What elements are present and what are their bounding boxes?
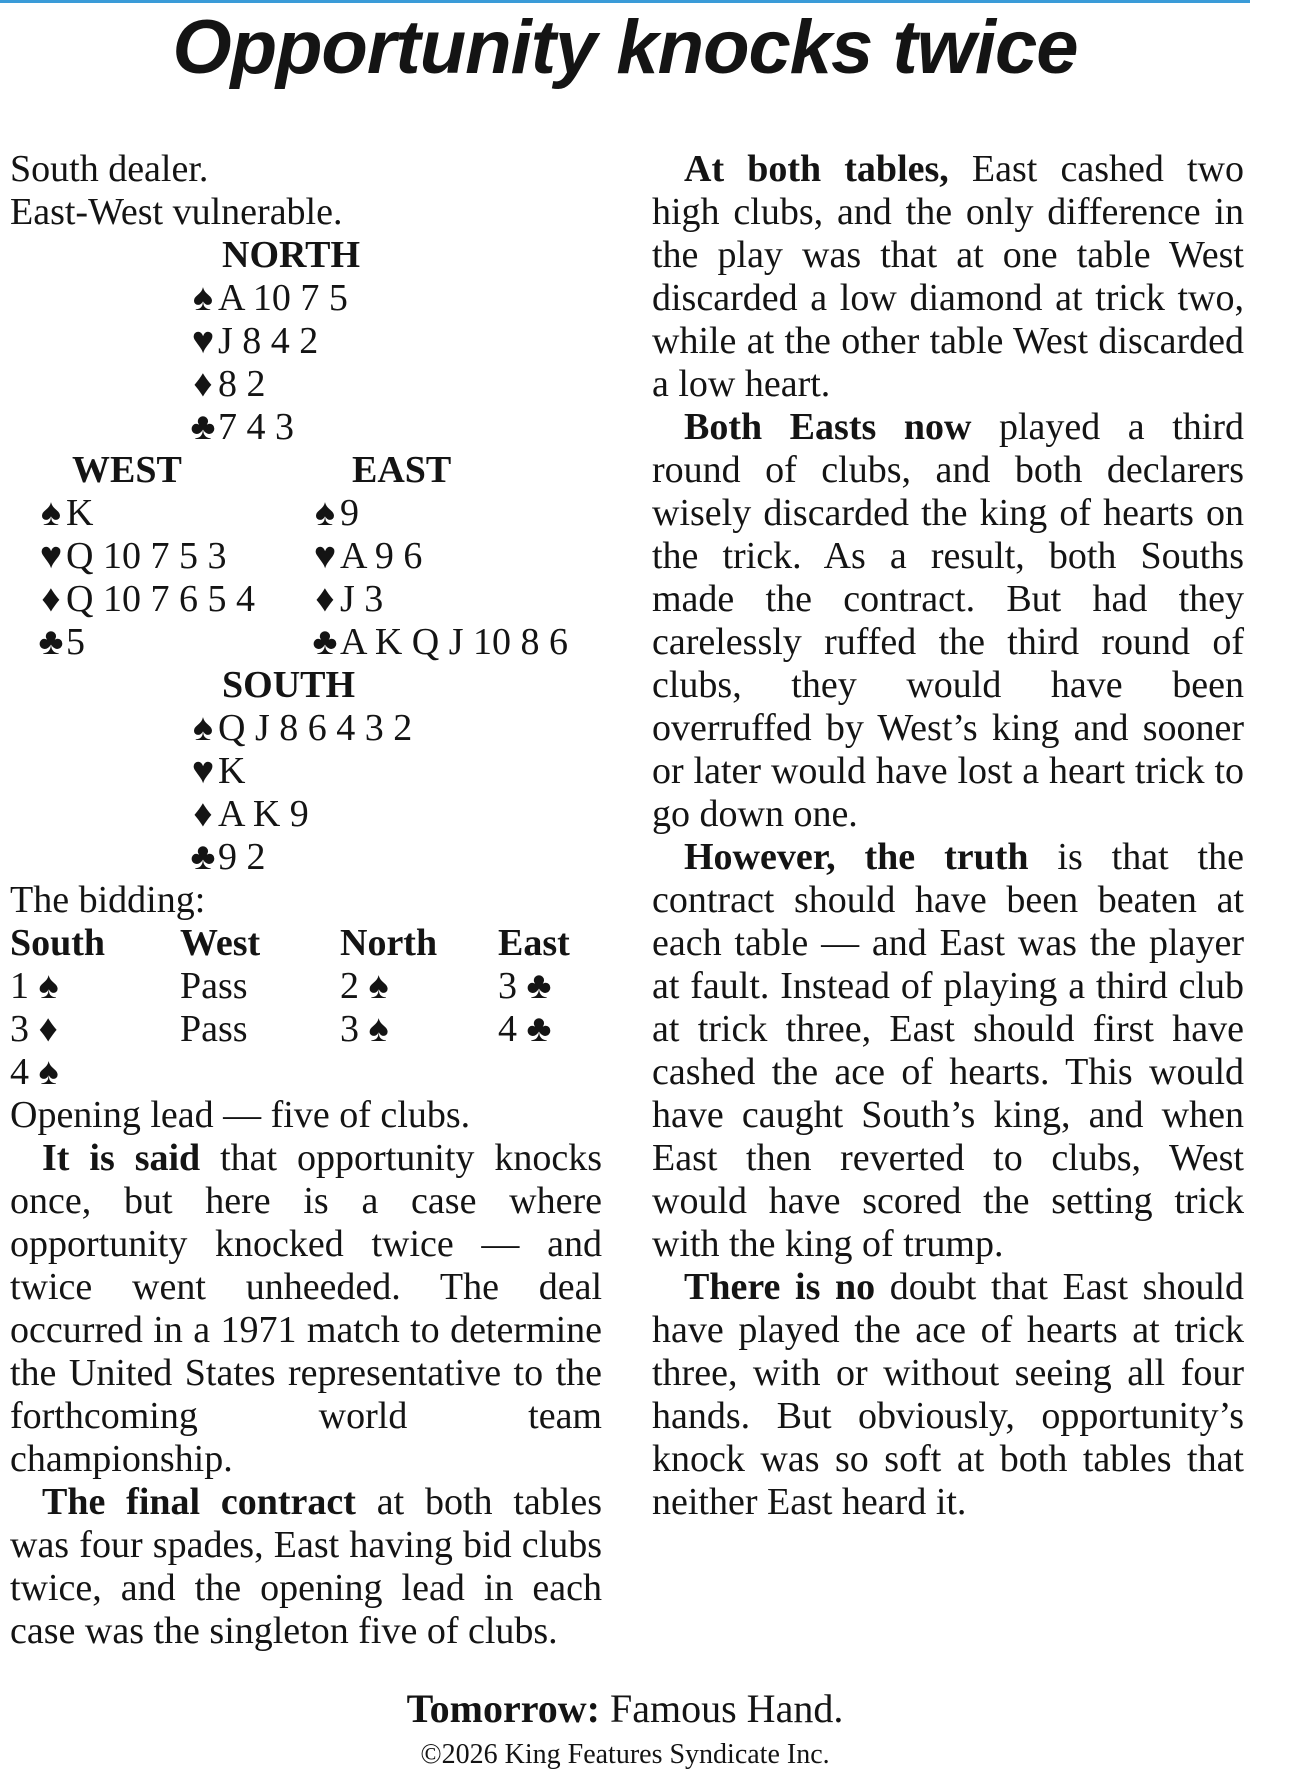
left-column [10, 148, 602, 1653]
article-paragraph-1: It is said that opportunity knocks once, but here is a case where opportunity knocked twice — and twice went unheeded. The deal occurred in a 1971 match to determine the United States representative to the forthcoming world team championship. [10, 1137, 602, 1480]
spade-icon: ♠ [192, 277, 214, 319]
heart-icon: ♥ [191, 320, 215, 362]
south-hearts: ♥K [10, 750, 602, 793]
spade-icon: ♠ [40, 492, 62, 534]
north-hearts: ♥J 8 4 2 [10, 320, 602, 363]
bidding-header-row: South West North East [10, 922, 570, 964]
article-paragraph-6: There is no doubt that East should have played the ace of hearts at trick three, with or without seeing all four hands. But obviously, opportunity’s knock was so soft at both tables that neither East heard it. [652, 1266, 1245, 1523]
tomorrow-line: Tomorrow: Famous Hand. [406, 1686, 844, 1731]
article-paragraph-4: Both Easts now played a third round of clubs, and both declarers wisely discarded the king of hearts on the trick. As a result, both Souths made the contract. But had they carelessly ruffed the third round of clubs, they would have been overruffed by West’s king and sooner or later would have lost a heart trick to go down one. [652, 406, 1244, 835]
club-icon: ♣ [190, 836, 216, 878]
north-diamonds: ♦ 8 2 [10, 363, 602, 406]
diamond-icon: ♦ [315, 578, 335, 620]
bidding-row: 3 ♦ Pass 3 ♠ 4 ♣ [10, 1008, 552, 1050]
north-hand-label: NORTH [222, 234, 361, 276]
south-clubs: ♣9 2 [10, 836, 602, 879]
heart-icon: ♥ [191, 750, 215, 792]
column-title: Opportunity knocks twice [172, 5, 1078, 90]
club-icon: ♣ [38, 621, 64, 663]
diamond-icon: ♦ [193, 363, 213, 405]
bidding-heading: The bidding: [10, 879, 206, 921]
west-east-diamonds: ♦ Q 10 7 6 5 4 ♦ J 3 [10, 578, 602, 621]
article-paragraph-3: At both tables, East cashed two high clubs, and the only difference in the play was that at one table West discarded a low diamond at trick two, while at the other table West discarded a low heart. [652, 148, 1244, 405]
heart-icon: ♥ [313, 535, 337, 577]
heart-icon: ♥ [39, 535, 63, 577]
article-paragraph-5: However, the truth is that the contract should have been beaten at each table — and East was the player at fault. Instead of playing a third club at trick three, East should first have cashed the ace of hearts. This would have caught South’s king, and when East then reverted to clubs, West would have scored the setting trick with the king of trump. [652, 836, 1244, 1265]
club-icon: ♣ [312, 621, 338, 663]
west-label: WEST [72, 449, 182, 491]
south-hand-label: SOUTH [222, 664, 356, 706]
vulnerability-line: East-West vulnerable. [10, 191, 343, 233]
east-label: EAST [352, 449, 452, 491]
west-east-hearts: ♥Q 10 7 5 3 ♥A 9 6 [10, 535, 602, 578]
diamond-icon: ♦ [41, 578, 61, 620]
opening-lead: Opening lead — five of clubs. [10, 1094, 471, 1136]
south-spades: ♠ Q J 8 6 4 3 2 [10, 707, 602, 750]
north-spades: ♠ A 10 7 5 [10, 277, 602, 320]
west-east-clubs: ♣5 ♣A K Q J 10 8 6 [10, 621, 602, 664]
diamond-icon: ♦ [193, 793, 213, 835]
south-diamonds: ♦ A K 9 [10, 793, 602, 836]
bidding-row: 4 ♠ [10, 1051, 59, 1093]
article-paragraph-2: The final contract at both tables was four spades, East having bid clubs twice, and the opening lead in each case was the singleton five of clubs. [10, 1481, 602, 1652]
bidding-row: 1 ♠ Pass 2 ♠ 3 ♣ [10, 965, 552, 1007]
north-clubs: ♣7 4 3 [10, 406, 602, 449]
spade-icon: ♠ [314, 492, 336, 534]
west-east-spades: ♠ K ♠ 9 [10, 492, 602, 535]
right-column [652, 148, 1244, 1524]
club-icon: ♣ [190, 406, 216, 448]
spade-icon: ♠ [192, 707, 214, 749]
dealer-line: South dealer. [10, 148, 209, 190]
copyright-line: ©2026 King Features Syndicate Inc. [420, 1739, 830, 1770]
west-east-labels [10, 449, 602, 492]
